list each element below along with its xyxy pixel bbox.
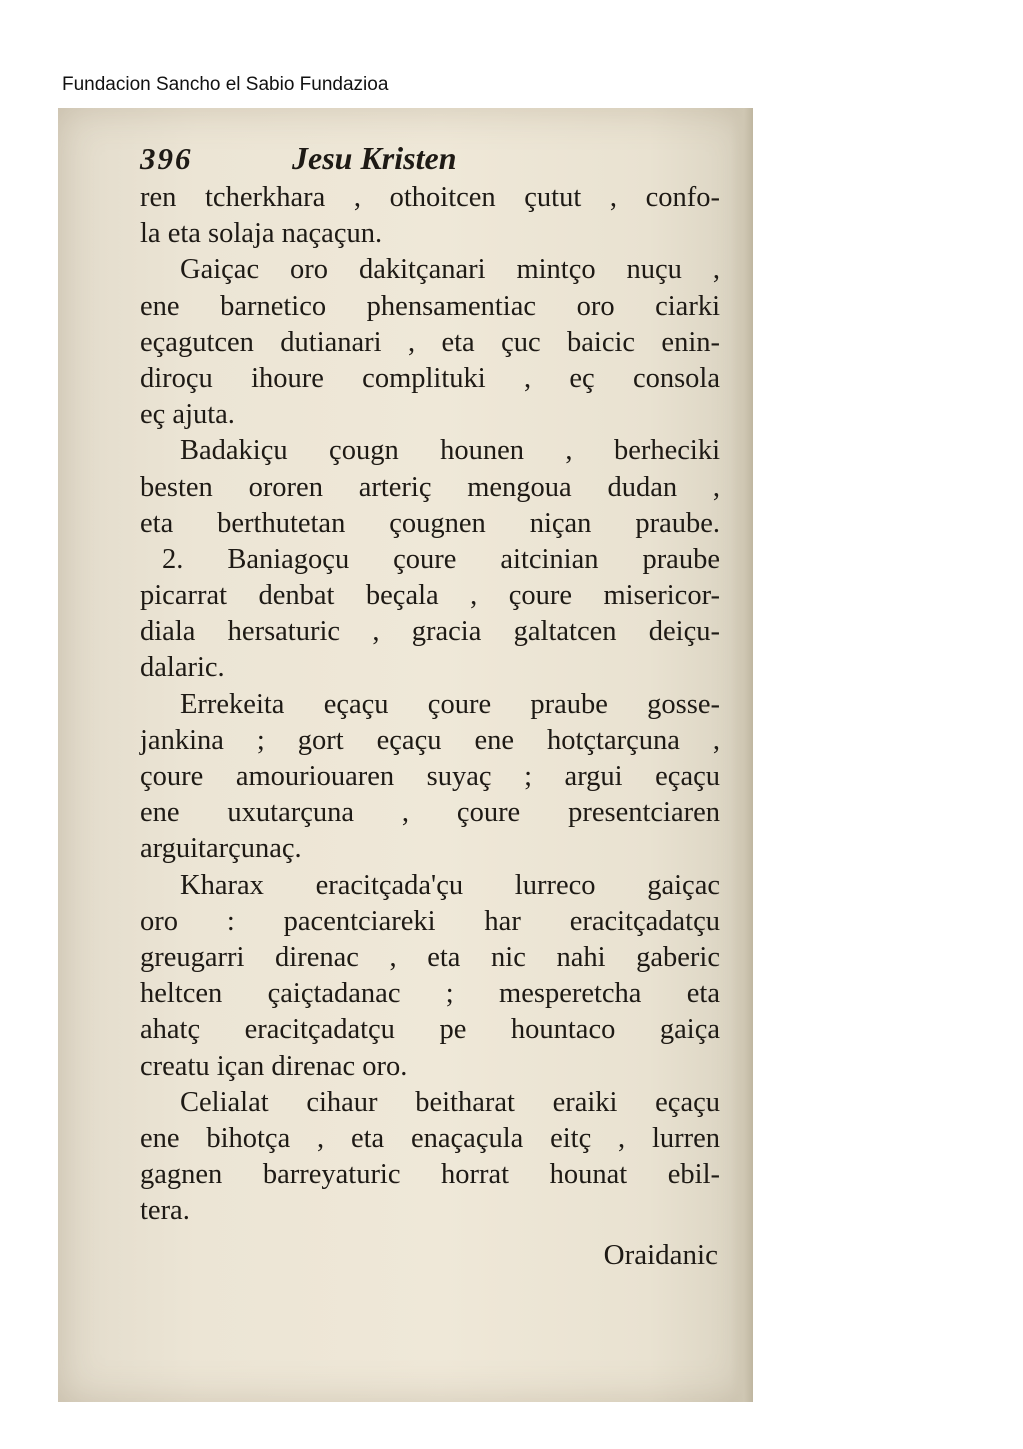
text-line: heltcen çaiçtadanac ; mesperetcha eta: [140, 978, 720, 1010]
archive-credit: Fundacion Sancho el Sabio Fundazioa: [62, 74, 389, 95]
page-number: 396: [140, 141, 193, 176]
text-line: ene uxutarçuna , çoure presentciaren: [140, 797, 720, 829]
text-line: eç ajuta.: [140, 399, 235, 431]
text-line: Badakiçu çougn hounen , berheciki: [180, 435, 720, 467]
catchword: Oraidanic: [603, 1239, 718, 1272]
text-line: besten ororen arteriç mengoua dudan ,: [140, 471, 720, 503]
text-line: la eta solaja naçaçun.: [140, 218, 383, 250]
text-line: oro : pacentciareki har eracitçadatçu: [140, 905, 720, 937]
text-line: creatu içan direnac oro.: [140, 1050, 408, 1082]
text-line: arguitarçunaç.: [140, 833, 302, 865]
text-line: tera.: [140, 1195, 190, 1227]
text-line: Gaiçac oro dakitçanari mintço nuçu ,: [180, 254, 720, 286]
text-line: ene barnetico phensamentiac oro ciarki: [140, 290, 720, 322]
text-line: Celialat cihaur beitharat eraiki eçaçu: [180, 1086, 720, 1118]
text-line: çoure amouriouaren suyaç ; argui eçaçu: [140, 761, 720, 792]
text-line: greugarri direnac , eta nic nahi gaberic: [140, 941, 720, 973]
text-line: ren tcherkhara , othoitcen çutut , confo-: [140, 182, 720, 213]
text-line: Errekeita eçaçu çoure praube gosse-: [180, 688, 720, 720]
scanned-page: [58, 108, 753, 1402]
text-line: gagnen barreyaturic horrat hounat ebil-: [140, 1159, 720, 1191]
text-line: eçagutcen dutianari , eta çuc baicic enin-: [140, 326, 720, 358]
running-title: Jesu Kristen: [292, 140, 457, 176]
text-line: Kharax eracitçada'çu lurreco gaiçac: [180, 869, 720, 901]
page-spine-shadow: [731, 108, 753, 1402]
text-line: dalaric.: [140, 652, 225, 684]
text-line: diroçu ihoure complituki , eç consola: [140, 362, 720, 394]
text-line: ene bihotça , eta enaçaçula eitç , lurren: [140, 1122, 720, 1154]
text-line: ahatç eracitçadatçu pe hountaco gaiça: [140, 1014, 720, 1046]
text-line: jankina ; gort eçaçu ene hotçtarçuna ,: [140, 724, 720, 756]
text-line: 2. Baniagoçu çoure aitcinian praube: [162, 543, 720, 575]
text-body: [140, 180, 720, 1229]
page-text-block: [140, 140, 720, 1272]
text-line: picarrat denbat beçala , çoure misericor-: [140, 580, 720, 612]
text-line: eta berthutetan çougnen niçan praube.: [140, 507, 720, 539]
running-head: [140, 140, 720, 180]
text-line: diala hersaturic , gracia galtatcen deiçu-: [140, 616, 720, 648]
